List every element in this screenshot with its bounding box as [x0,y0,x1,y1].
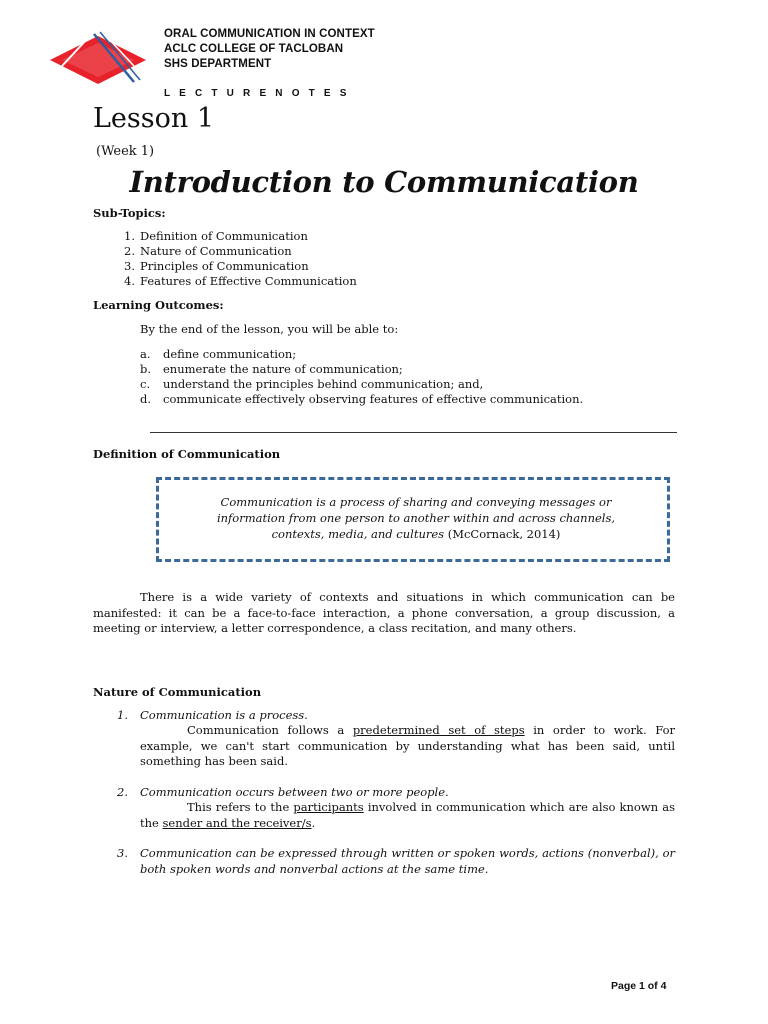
nature-item-title: Communication can be expressed through written or spoken words, actions (nonverbal), or both spoken words and nonverbal actions at the same time. [140,846,675,876]
list-item-text: enumerate the nature of communication; [163,362,403,376]
list-number: 1. [124,229,135,243]
list-letter: b. [140,362,152,376]
list-item-text: Definition of Communication [140,229,308,243]
header-department: SHS DEPARTMENT [164,58,272,70]
list-item-text: define communication; [163,347,297,361]
list-number: 3. [124,259,135,273]
list-item-text: understand the principles behind communication; and, [163,377,484,391]
list-item-text: Principles of Communication [140,259,309,273]
list-number: 3. [117,846,128,860]
lesson-title: Lesson 1 [93,103,215,134]
nature-item-title: Communication occurs between two or more people. [140,785,449,799]
definition-quote [159,494,673,542]
list-number: 4. [124,274,135,288]
outcomes-intro: By the end of the lesson, you will be able to: [140,322,399,336]
lesson-week: (Week 1) [96,144,155,159]
list-letter: d. [140,392,152,406]
college-logo [48,30,148,86]
list-number: 1. [117,708,128,722]
nature-item-title: Communication is a process. [140,708,308,722]
definition-paragraph: There is a wide variety of contexts and situations in which communication can be manifested: it can be a face-to-face interaction, a phone conversation, a group discussion, a meeting or interview, a letter correspondence, a class recitation, and many others. [93,590,675,635]
page-number: Page 1 of 4 [611,980,667,992]
quote-line: information from one person to another within and across channels, [216,511,616,525]
list-number: 2. [124,244,135,258]
key-term: sender and the receiver/s [162,815,312,830]
list-letter: c. [140,377,151,391]
nature-item-body: This refers to the participants involved in communication which are also known as the sender and the receiver/s. [140,800,676,830]
list-item-text: Features of Effective Communication [140,274,357,288]
quote-citation: (McCornack, 2014) [444,527,561,541]
subtopics-heading: Sub-Topics: [93,206,166,220]
definition-box [156,477,670,562]
definition-heading: Definition of Communication [93,447,281,461]
outcomes-heading: Learning Outcomes: [93,298,224,312]
header-course-name: ORAL COMMUNICATION IN CONTEXT [164,28,375,40]
key-term: predetermined set of steps [352,723,525,737]
list-item-text: Nature of Communication [140,244,292,258]
nature-item-body: Communication follows a predetermined set of steps in order to work. For example, we can't start communication by understanding what has been said, until something has been said. [140,723,675,768]
section-label: L E C T U R E N O T E S [164,88,350,99]
section-divider [150,432,677,433]
header-college-name: ACLC COLLEGE OF TACLOBAN [164,43,344,55]
list-item-text: communicate effectively observing features of effective communication. [163,392,584,406]
quote-line: contexts, media, and cultures [271,527,445,541]
list-number: 2. [117,785,128,799]
list-letter: a. [140,347,151,361]
page-title: Introduction to Communication [129,165,639,199]
quote-line: Communication is a process of sharing and conveying messages or [220,495,612,509]
nature-heading: Nature of Communication [93,685,262,699]
key-term: participants [293,800,364,814]
